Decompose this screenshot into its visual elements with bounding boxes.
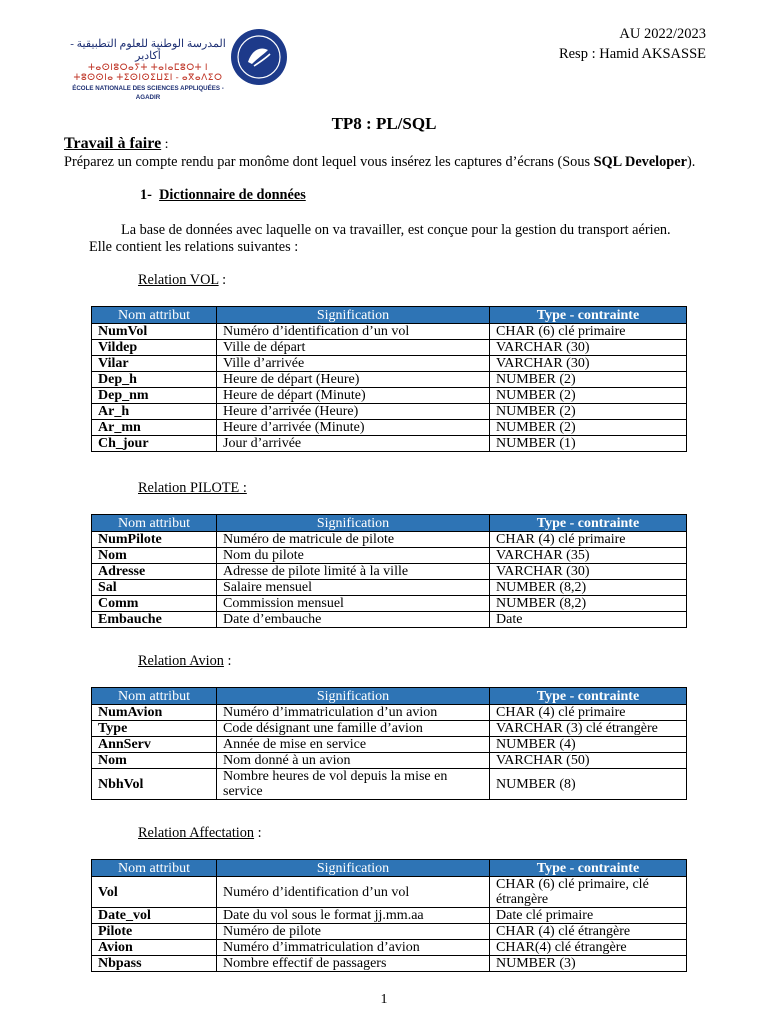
intro-text: Préparez un compte rendu par monôme dont lequel vous insérez les captures d’écrans (Sous <box>64 154 594 170</box>
column-header-type: Type - contrainte <box>490 688 687 705</box>
relation-avion-label-text: Relation Avion <box>138 653 224 669</box>
attribute-name: Avion <box>92 940 217 956</box>
relation-vol-label-text: Relation VOL <box>138 272 219 288</box>
intro-paragraph <box>64 154 704 171</box>
table-row <box>92 753 687 769</box>
attribute-meaning: Nom donné à un avion <box>217 753 490 769</box>
attribute-meaning: Heure de départ (Heure) <box>217 372 490 388</box>
table-row <box>92 404 687 420</box>
university-seal-icon <box>230 28 288 86</box>
relation-avion-label-suffix: : <box>223 653 232 669</box>
attribute-type: VARCHAR (35) <box>490 548 687 564</box>
table-row <box>92 340 687 356</box>
attribute-meaning: Salaire mensuel <box>217 580 490 596</box>
relation-vol-label <box>138 272 226 289</box>
section-heading <box>140 187 306 204</box>
attribute-type: CHAR (6) clé primaire <box>490 324 687 340</box>
attribute-name: NbhVol <box>92 769 217 800</box>
attribute-type: CHAR (4) clé étrangère <box>490 924 687 940</box>
relation-avion-table <box>91 687 687 800</box>
table-header-row <box>92 860 687 877</box>
attribute-type: VARCHAR (30) <box>490 340 687 356</box>
relation-pilote-label-text: Relation PILOTE : <box>138 480 247 496</box>
attribute-type: NUMBER (8,2) <box>490 580 687 596</box>
attribute-meaning: Date du vol sous le format jj.mm.aa <box>217 908 490 924</box>
work-heading-text: Travail à faire <box>64 135 162 152</box>
attribute-meaning: Heure de départ (Minute) <box>217 388 490 404</box>
attribute-name: Dep_nm <box>92 388 217 404</box>
attribute-name: Comm <box>92 596 217 612</box>
relation-pilote-table <box>91 514 687 628</box>
relation-pilote-label <box>138 480 247 497</box>
intro-tool: SQL Developer <box>593 154 687 170</box>
page-title: TP8 : PL/SQL <box>331 114 437 133</box>
attribute-type: VARCHAR (3) clé étrangère <box>490 721 687 737</box>
attribute-type: VARCHAR (30) <box>490 356 687 372</box>
attribute-type: NUMBER (2) <box>490 420 687 436</box>
attribute-meaning: Ville de départ <box>217 340 490 356</box>
attribute-name: Nom <box>92 548 217 564</box>
section-title: Dictionnaire de données <box>159 187 306 203</box>
column-header-type: Type - contrainte <box>490 860 687 877</box>
column-header-name: Nom attribut <box>92 688 217 705</box>
table-row <box>92 388 687 404</box>
attribute-type: CHAR (6) clé primaire, clé étrangère <box>490 877 687 908</box>
attribute-type: NUMBER (8,2) <box>490 596 687 612</box>
table-row <box>92 356 687 372</box>
attribute-meaning: Nombre heures de vol depuis la mise en service <box>217 769 490 800</box>
attribute-meaning: Date d’embauche <box>217 612 490 628</box>
logo-french-text: ÉCOLE NATIONALE DES SCIENCES APPLIQUÉES - AGADIR <box>72 85 224 101</box>
attribute-type: CHAR (4) clé primaire <box>490 705 687 721</box>
table-row <box>92 596 687 612</box>
table-row <box>92 721 687 737</box>
table-row <box>92 908 687 924</box>
table-header-row <box>92 307 687 324</box>
attribute-type: CHAR (4) clé primaire <box>490 532 687 548</box>
attribute-name: Ch_jour <box>92 436 217 452</box>
attribute-meaning: Numéro de pilote <box>217 924 490 940</box>
attribute-name: Sal <box>92 580 217 596</box>
work-heading <box>64 135 169 153</box>
attribute-name: Pilote <box>92 924 217 940</box>
attribute-meaning: Numéro d’immatriculation d’un avion <box>217 705 490 721</box>
intro-end: ). <box>686 154 696 170</box>
table-row <box>92 580 687 596</box>
column-header-meaning: Signification <box>217 515 490 532</box>
section-number: 1- <box>140 187 152 203</box>
column-header-meaning: Signification <box>217 307 490 324</box>
attribute-name: Nbpass <box>92 956 217 972</box>
table-row <box>92 564 687 580</box>
table-row <box>92 737 687 753</box>
relation-affectation-label-text: Relation Affectation <box>138 825 255 841</box>
table-row <box>92 956 687 972</box>
attribute-name: Vilar <box>92 356 217 372</box>
attribute-name: Vol <box>92 877 217 908</box>
column-header-meaning: Signification <box>217 860 490 877</box>
table-row <box>92 769 687 800</box>
attribute-type: NUMBER (4) <box>490 737 687 753</box>
description-line-1: La base de données avec laquelle on va travailler, est conçue pour la gestion du transport aérien. <box>121 222 671 238</box>
attribute-name: NumAvion <box>92 705 217 721</box>
attribute-meaning: Numéro d’identification d’un vol <box>217 324 490 340</box>
relation-affectation-label <box>138 825 262 842</box>
attribute-type: NUMBER (8) <box>490 769 687 800</box>
table-row <box>92 548 687 564</box>
attribute-type: NUMBER (1) <box>490 436 687 452</box>
logo-tifinagh-text: ⵜⴰⵙⵏⵓⵔⴰⵢⵜ ⵜⴰⵏⴰⵎⵓⵔⵜ ⵏ ⵜⵓⵙⵙⵏⴰ ⵜⵉⵙⵏⵙⵉⵡⵉⵏ - ⴰⴳⴰⴷⵉⵔ <box>73 62 223 82</box>
table-row <box>92 324 687 340</box>
table-row <box>92 532 687 548</box>
attribute-name: AnnServ <box>92 737 217 753</box>
attribute-type: Date <box>490 612 687 628</box>
description-line-2: Elle contient les relations suivantes : <box>89 239 299 255</box>
column-header-name: Nom attribut <box>92 860 217 877</box>
table-row <box>92 924 687 940</box>
school-logo <box>70 27 302 101</box>
attribute-type: CHAR(4) clé étrangère <box>490 940 687 956</box>
attribute-type: NUMBER (2) <box>490 388 687 404</box>
attribute-meaning: Numéro de matricule de pilote <box>217 532 490 548</box>
column-header-type: Type - contrainte <box>490 307 687 324</box>
attribute-name: Type <box>92 721 217 737</box>
relation-affectation-table <box>91 859 687 972</box>
attribute-name: Ar_mn <box>92 420 217 436</box>
attribute-name: Nom <box>92 753 217 769</box>
relation-avion-label <box>138 653 231 670</box>
attribute-meaning: Nom du pilote <box>217 548 490 564</box>
attribute-meaning: Ville d’arrivée <box>217 356 490 372</box>
attribute-meaning: Numéro d’identification d’un vol <box>217 877 490 908</box>
attribute-meaning: Jour d’arrivée <box>217 436 490 452</box>
attribute-name: NumPilote <box>92 532 217 548</box>
column-header-name: Nom attribut <box>92 515 217 532</box>
table-header-row <box>92 515 687 532</box>
page-number: 1 <box>380 992 388 1007</box>
table-row <box>92 705 687 721</box>
table-row <box>92 877 687 908</box>
attribute-name: NumVol <box>92 324 217 340</box>
logo-arabic-text: المدرسة الوطنية للعلوم التطبيقية - أكادير <box>70 38 226 62</box>
relation-vol-label-suffix: : <box>218 272 227 288</box>
attribute-name: Date_vol <box>92 908 217 924</box>
table-row <box>92 436 687 452</box>
responsible: Resp : Hamid AKSASSE <box>558 46 706 62</box>
attribute-type: VARCHAR (30) <box>490 564 687 580</box>
attribute-meaning: Heure d’arrivée (Heure) <box>217 404 490 420</box>
table-row <box>92 372 687 388</box>
attribute-type: Date clé primaire <box>490 908 687 924</box>
attribute-meaning: Année de mise en service <box>217 737 490 753</box>
column-header-meaning: Signification <box>217 688 490 705</box>
attribute-name: Adresse <box>92 564 217 580</box>
attribute-name: Ar_h <box>92 404 217 420</box>
attribute-meaning: Heure d’arrivée (Minute) <box>217 420 490 436</box>
attribute-meaning: Adresse de pilote limité à la ville <box>217 564 490 580</box>
attribute-type: NUMBER (2) <box>490 372 687 388</box>
attribute-name: Embauche <box>92 612 217 628</box>
column-header-name: Nom attribut <box>92 307 217 324</box>
attribute-type: VARCHAR (50) <box>490 753 687 769</box>
academic-year: AU 2022/2023 <box>619 26 706 42</box>
column-header-type: Type - contrainte <box>490 515 687 532</box>
table-header-row <box>92 688 687 705</box>
work-heading-colon: : <box>161 137 169 152</box>
header-info <box>559 24 706 64</box>
relation-affectation-label-suffix: : <box>254 825 262 841</box>
attribute-name: Dep_h <box>92 372 217 388</box>
table-row <box>92 612 687 628</box>
attribute-type: NUMBER (2) <box>490 404 687 420</box>
attribute-name: Vildep <box>92 340 217 356</box>
attribute-meaning: Code désignant une famille d’avion <box>217 721 490 737</box>
attribute-meaning: Numéro d’immatriculation d’avion <box>217 940 490 956</box>
table-row <box>92 420 687 436</box>
relation-vol-table <box>91 306 687 452</box>
attribute-meaning: Commission mensuel <box>217 596 490 612</box>
table-row <box>92 940 687 956</box>
attribute-meaning: Nombre effectif de passagers <box>217 956 490 972</box>
attribute-type: NUMBER (3) <box>490 956 687 972</box>
